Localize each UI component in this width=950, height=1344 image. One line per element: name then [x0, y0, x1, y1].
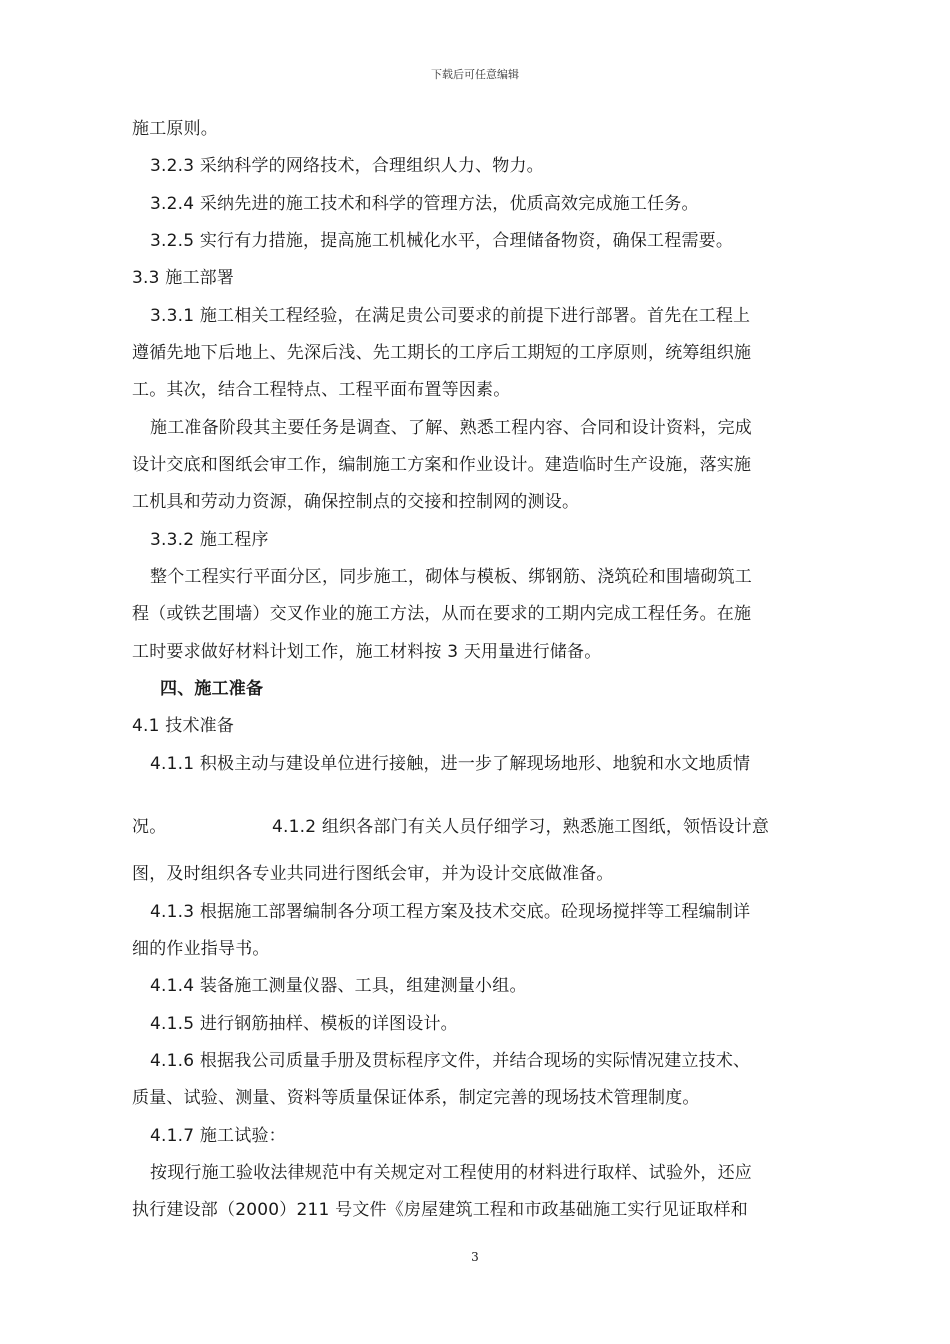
text-line: 设计交底和图纸会审工作，编制施工方案和作业设计。建造临时生产设施，落实施 [132, 455, 752, 475]
page-number: 3 [471, 1250, 479, 1264]
text-line: 4.1.6 根据我公司质量手册及贯标程序文件，并结合现场的实际情况建立技术、 [150, 1051, 751, 1071]
text-line: 4.1.7 施工试验： [150, 1126, 286, 1146]
text-line: 细的作业指导书。 [132, 939, 270, 959]
text-line: 工。其次，结合工程特点、工程平面布置等因素。 [132, 380, 511, 400]
text-line: 施工原则。 [132, 119, 218, 139]
text-line: 4.1.5 进行钢筋抽样、模板的详图设计。 [150, 1014, 458, 1034]
section-heading: 4.1 技术准备 [132, 716, 235, 736]
text-line: 3.3.2 施工程序 [150, 530, 269, 550]
text-line: 遵循先地下后地上、先深后浅、先工期长的工序后工期短的工序原则，统筹组织施 [132, 343, 752, 363]
chapter-heading: 四、施工准备 [160, 679, 264, 699]
text-line: 工时要求做好材料计划工作，施工材料按 3 天用量进行储备。 [132, 642, 602, 662]
text-line: 按现行施工验收法律规范中有关规定对工程使用的材料进行取样、试验外，还应 [150, 1163, 752, 1183]
text-line: 工机具和劳动力资源，确保控制点的交接和控制网的测设。 [132, 492, 580, 512]
text-line: 程（或铁艺围墙）交叉作业的施工方法，从而在要求的工期内完成工程任务。在施 [132, 604, 752, 624]
text-line: 质量、试验、测量、资料等质量保证体系，制定完善的现场技术管理制度。 [132, 1088, 700, 1108]
text-line: 4.1.3 根据施工部署编制各分项工程方案及技术交底。砼现场搅拌等工程编制详 [150, 902, 751, 922]
text-line: 执行建设部（2000）211 号文件《房屋建筑工程和市政基础施工实行见证取样和 [132, 1200, 748, 1220]
text-line: 3.3.1 施工相关工程经验，在满足贵公司要求的前提下进行部署。首先在工程上 [150, 306, 751, 326]
text-line: 施工准备阶段其主要任务是调查、了解、熟悉工程内容、合同和设计资料，完成 [150, 418, 752, 438]
section-heading: 3.3 施工部署 [132, 268, 235, 288]
text-line: 况。 [132, 817, 167, 837]
text-line: 图，及时组织各专业共同进行图纸会审，并为设计交底做准备。 [132, 864, 614, 884]
text-line: 整个工程实行平面分区，同步施工，砌体与模板、绑钢筋、浇筑砼和围墙砌筑工 [150, 567, 752, 587]
text-line: 4.1.4 装备施工测量仪器、工具，组建测量小组。 [150, 976, 527, 996]
text-line: 3.2.4 采纳先进的施工技术和科学的管理方法，优质高效完成施工任务。 [150, 194, 699, 214]
page-header: 下载后可任意编辑 [431, 68, 519, 81]
text-line: 4.1.2 组织各部门有关人员仔细学习，熟悉施工图纸，领悟设计意 [272, 817, 770, 837]
text-line: 3.2.5 实行有力措施，提高施工机械化水平，合理储备物资，确保工程需要。 [150, 231, 734, 251]
text-line: 3.2.3 采纳科学的网络技术，合理组织人力、物力。 [150, 156, 544, 176]
text-line: 4.1.1 积极主动与建设单位进行接触，进一步了解现场地形、地貌和水文地质情 [150, 754, 751, 774]
